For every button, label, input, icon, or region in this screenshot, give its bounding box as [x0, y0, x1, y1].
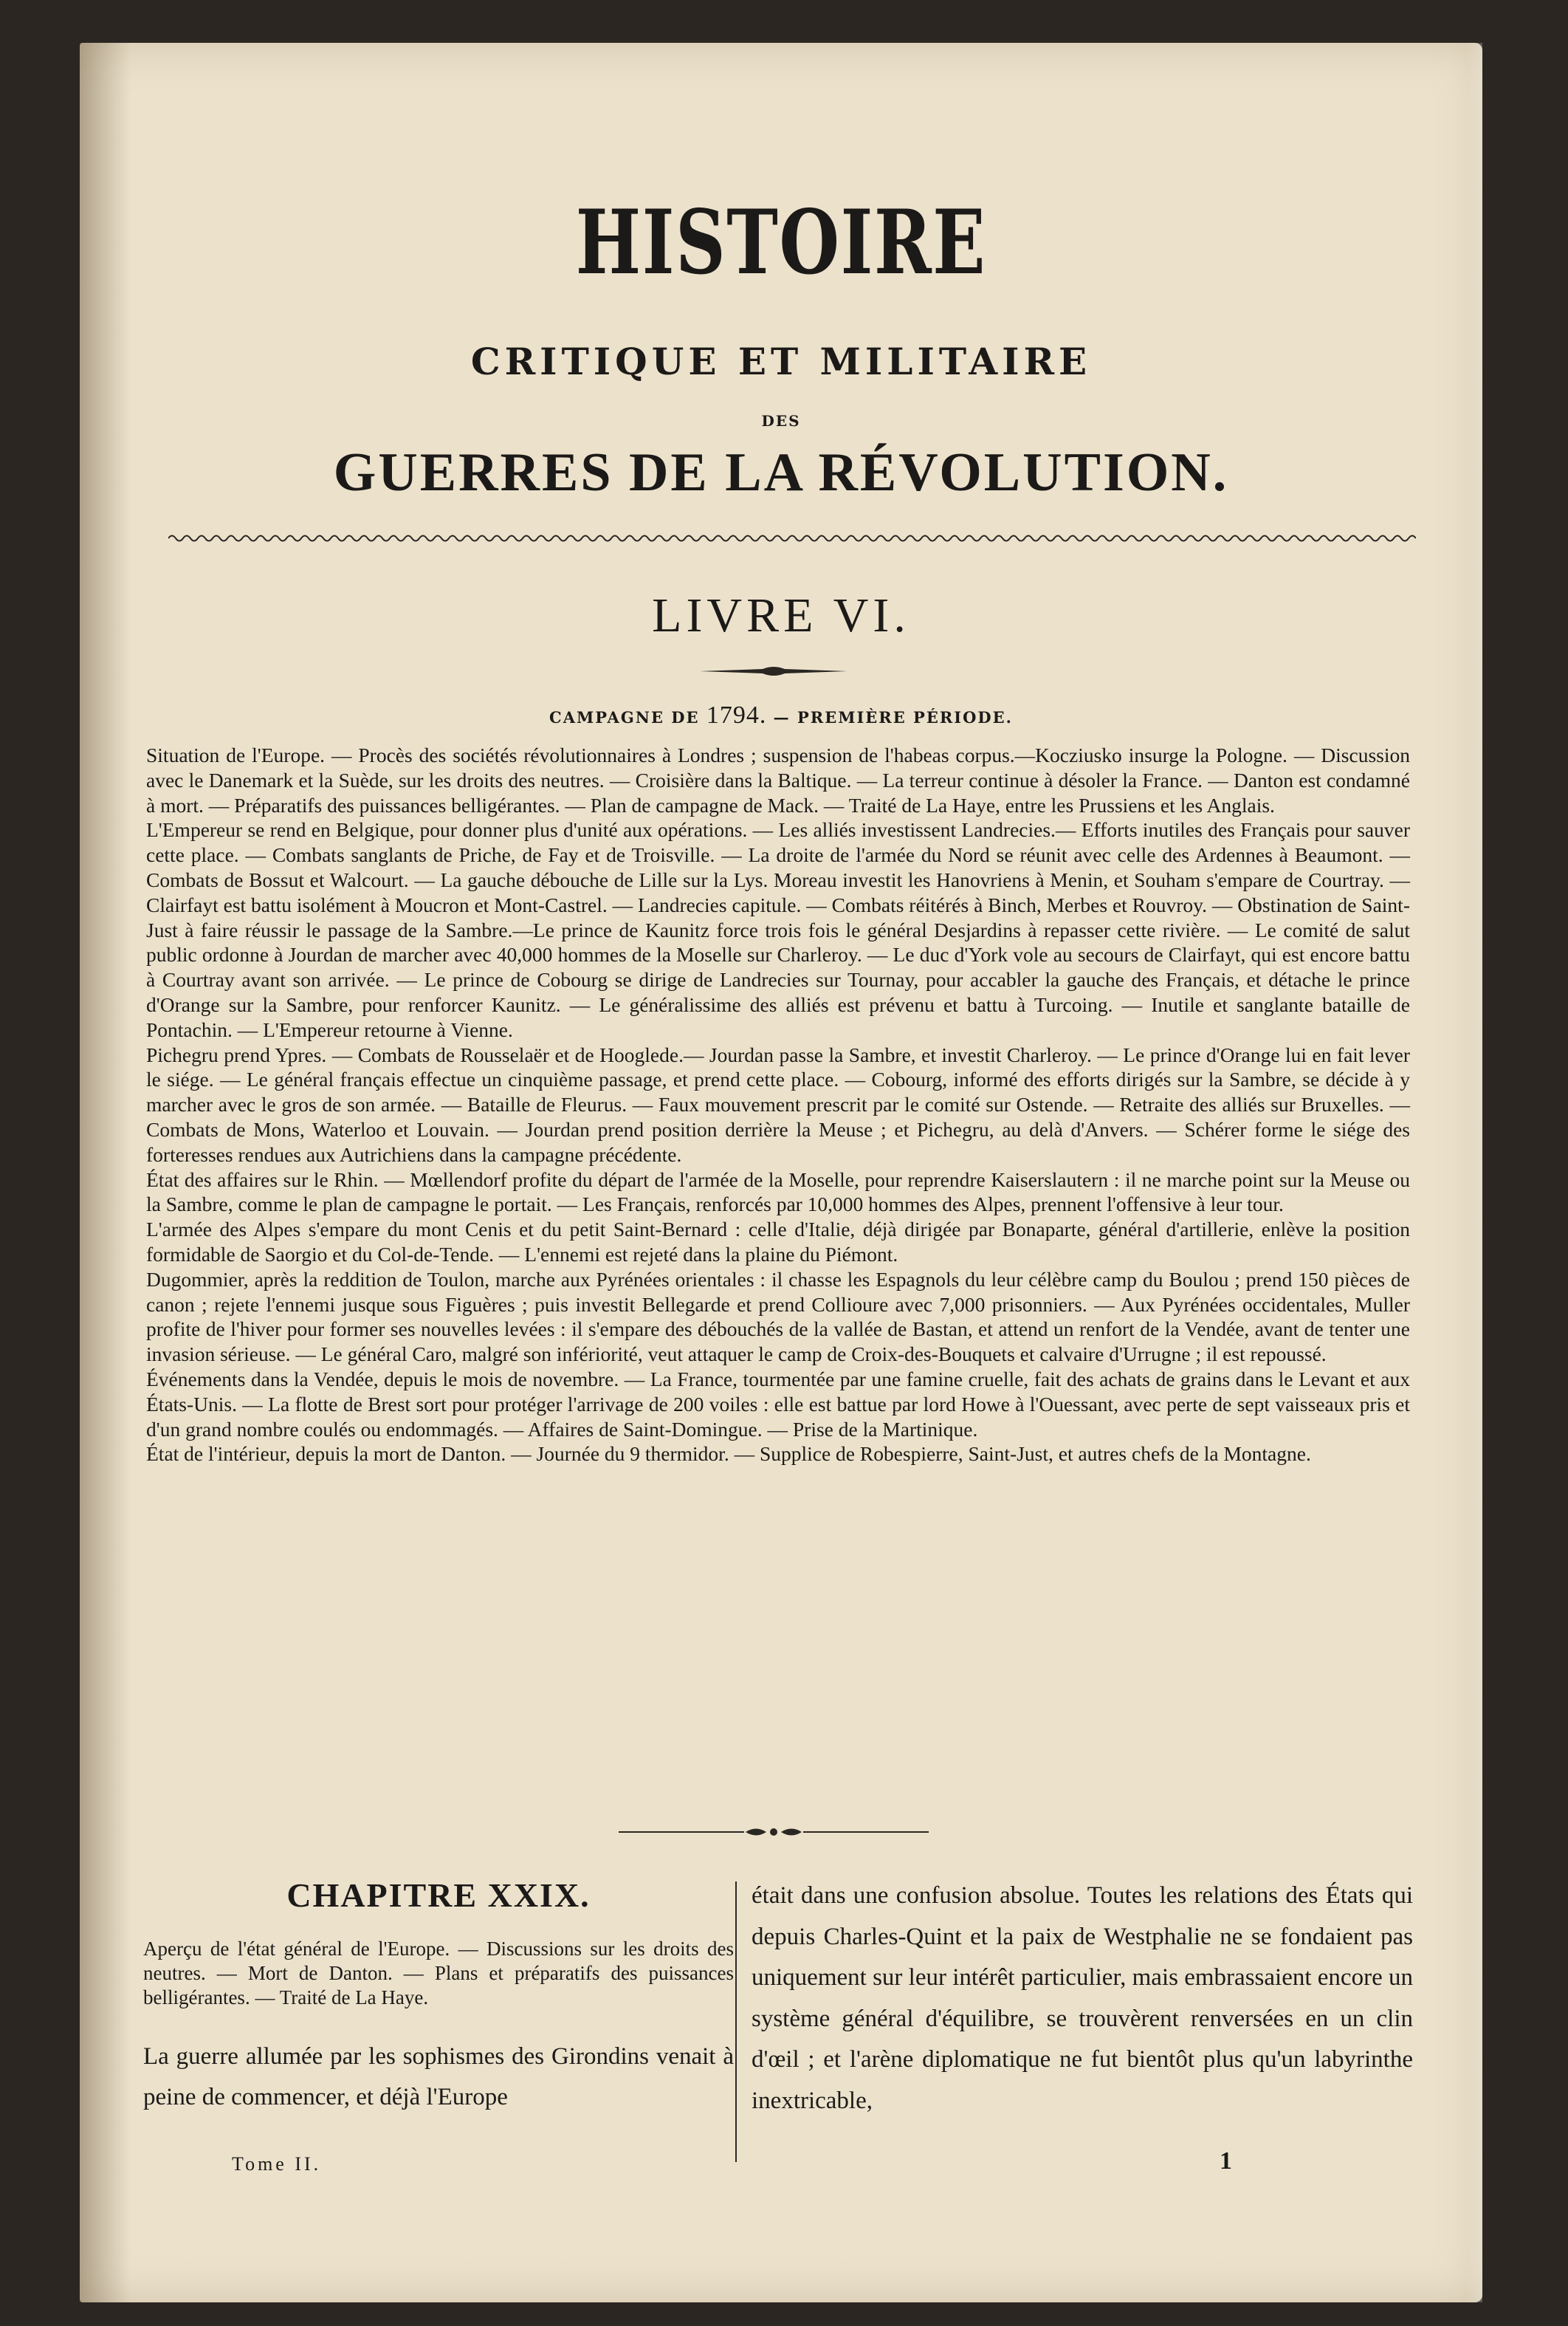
- chapter-heading: CHAPITRE XXIX.: [286, 1876, 591, 1914]
- section-divider-ornament: [619, 1825, 929, 1839]
- book-summary: [146, 743, 1410, 1466]
- summary-paragraph: Pichegru prend Ypres. — Combats de Rousselaër et de Hooglede.— Jourdan passe la Sambre, et investit Charleroy. — Le prince d'Orange lui en fait lever le siége. — Le général français effectue un cinquième passage, et prend cette place. — Cobourg, informé des efforts dirigés sur la Sambre, se décide à y marcher avec le gros de son armée. — Bataille de Fleurus. — Faux mouvement prescrit par le comité sur Ostende. — Retraite des alliés sur Bruxelles. — Combats de Mons, Waterloo et Louvain. — Jourdan prend position derrière la Meuse ; et Pichegru, au delà d'Anvers. — Schérer forme le siége des forteresses rendues aux Autrichiens dans la campagne précédente.: [146, 1043, 1410, 1166]
- page-number: 1: [1220, 2147, 1232, 2175]
- book-page: [80, 43, 1482, 2302]
- summary-paragraph: État des affaires sur le Rhin. — Mœllendorf profite du départ de l'armée de la Moselle, pour reprendre Kaiserslautern : il ne marche point sur la Meuse ou la Sambre, comme le plan de campagne le portait. — Les Français, renforcés par 10,000 hommes des Alpes, prennent l'offensive à leur tour.: [146, 1167, 1410, 1216]
- volume-label: Tome II.: [232, 2153, 322, 2175]
- subtitle: CRITIQUE ET MILITAIRE: [470, 340, 1092, 383]
- column-divider: [735, 1881, 737, 2162]
- summary-paragraph: Dugommier, après la reddition de Toulon, marche aux Pyrénées orientales : il chasse les Espagnols du leur célèbre camp du Boulou ; prend 150 pièces de canon ; rejete l'ennemi jusque sous Figuères ; puis investit Bellegarde et prend Collioure avec 7,000 prisonniers. — Aux Pyrénées occidentales, Muller profite de l'hiver pour former ses nouvelles levées : il s'empare des débouchés de la vallée de Bastan, et attend un renfort de la Vendée, avant de tenter une invasion sérieuse. — Le général Caro, malgré son infériorité, veut attaquer le camp de Croix-des-Bouquets et calvaire d'Urrugne ; il est repoussé.: [146, 1267, 1410, 1366]
- summary-paragraph: Événements dans la Vendée, depuis le mois de novembre. — La France, tourmentée par une famine cruelle, fait des achats de grains dans le Levant et aux États-Unis. — La flotte de Brest sort pour protéger l'arrivage de 200 voiles : elle est battue par lord Howe à l'Ouessant, avec perte de sept vaisseaux pris et d'un grand nombre coulés ou endommagés. — Affaires de Saint-Domingue. — Prise de la Martinique.: [146, 1367, 1410, 1441]
- title-connector: DES: [761, 412, 801, 430]
- summary-paragraph: État de l'intérieur, depuis la mort de Danton. — Journée du 9 thermidor. — Supplice de Robespierre, Saint-Just, et autres chefs de la Montagne.: [146, 1442, 1311, 1466]
- left-column: [143, 1876, 734, 2118]
- campaign-year: 1794.: [706, 701, 767, 729]
- summary-paragraph: L'Empereur se rend en Belgique, pour donner plus d'unité aux opérations. — Les alliés investissent Landrecies.— Efforts inutiles des Français pour sauver cette place. — Combats sanglants de Priche, de Fay et de Troisville. — La droite de l'armée du Nord se réunit avec celle des Ardennes à Beaumont. — Combats de Bossut et Walcourt. — La gauche débouche de Lille sur la Lys. Moreau investit les Hanovriens à Menin, et Souham s'empare de Courtray. — Clairfayt est battu isolément à Moucron et Mont-Castrel. — Landrecies capitule. — Combats réitérés à Binch, Merbes et Rouvroy. — Obstination de Saint-Just à faire réussir le passage de la Sambre.—Le prince de Kaunitz force trois fois le général Desjardins à repasser cette rivière. — Le comité de salut public ordonne à Jourdan de marcher avec 40,000 hommes de la Moselle sur Charleroy. — Le duc d'York vole au secours de Clairfayt, qui est encore battu à Courtray avant son arrivée. — Le prince de Cobourg se dirige de Landrecies sur Tournay, pour accabler la gauche des Français, et détache le prince d'Orange sur la Sambre, pour renforcer Kaunitz. — Le généralissime des alliés est prévenu et battu à Turcoing. — Inutile et sanglante bataille de Pontachin. — L'Empereur retourne à Vienne.: [146, 818, 1410, 1041]
- summary-paragraph: Situation de l'Europe. — Procès des sociétés révolutionnaires à Londres ; suspension de l'habeas corpus.—Kocziusko insurge la Pologne. — Discussion avec le Danemark et la Suède, sur les droits des neutres. — Croisière dans la Baltique. — La terreur continue à désoler la France. — Danton est condamné à mort. — Préparatifs des puissances belligérantes. — Plan de campagne de Mack. — Traité de La Haye, entre les Prussiens et les Anglais.: [146, 744, 1410, 817]
- chapter-body-left: La guerre allumée par les sophismes des Girondins venait à peine de commencer, et déjà l'Europe: [143, 2043, 734, 2110]
- main-title: HISTOIRE: [575, 191, 987, 295]
- summary-paragraph: L'armée des Alpes s'empare du mont Cenis et du petit Saint-Bernard : celle d'Italie, déjà dirigée par Bonaparte, général d'artillerie, enlève la position formidable de Saorgio et du Col-de-Tende. — L'ennemi est rejeté dans la plaine du Piémont.: [146, 1218, 1410, 1266]
- title-guerres: GUERRES DE LA RÉVOLUTION.: [333, 442, 1229, 503]
- chapter-body-right: était dans une confusion absolue. Toutes les relations des États qui depuis Charles-Quint et la paix de Westphalie ne se fondaient pas uniquement sur leur intérêt particulier, mais embrassaient encore un système général d'équilibre, se trouvèrent renversées en un clin d'œil ; et l'arène diplomatique ne fut bientôt plus qu'un labyrinthe inextricable,: [752, 1882, 1413, 2114]
- small-rule-ornament: [700, 665, 847, 678]
- campaign-line: [80, 701, 1482, 730]
- campaign-prefix: CAMPAGNE DE: [549, 708, 700, 727]
- livre-heading: LIVRE VI.: [652, 589, 910, 642]
- right-column: [752, 1876, 1413, 2121]
- chapter-summary: Aperçu de l'état général de l'Europe. — Discussions sur les droits des neutres. — Mort de Danton. — Plans et préparatifs des puissances belligérantes. — Traité de La Haye.: [143, 1938, 734, 2008]
- wavy-rule-ornament: [168, 533, 1416, 543]
- campaign-suffix: — PREMIÈRE PÉRIODE.: [773, 708, 1013, 727]
